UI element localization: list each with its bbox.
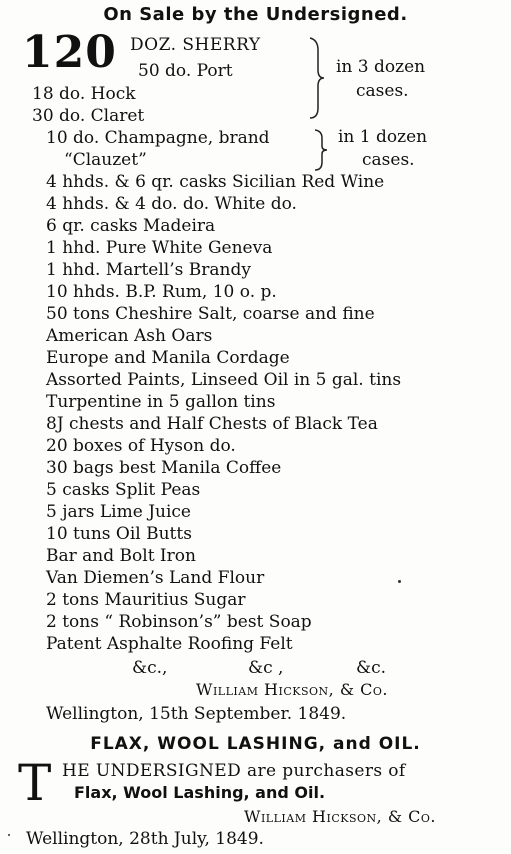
ad1-item: American Ash Oars bbox=[46, 326, 213, 346]
ad1-item: 8J chests and Half Chests of Black Tea bbox=[46, 414, 378, 434]
ad1-item: Assorted Paints, Linseed Oil in 5 gal. tins bbox=[46, 370, 402, 390]
ad1-item: Europe and Manila Cordage bbox=[46, 348, 290, 368]
ad1-item: 50 tons Cheshire Salt, coarse and fine bbox=[46, 304, 375, 324]
ad1-etc-2: &c , bbox=[248, 658, 284, 678]
ad1-in-3-dozen: in 3 dozen bbox=[336, 57, 426, 77]
ad1-line-sherry: DOZ. SHERRY bbox=[130, 35, 261, 55]
ad1-line-hock: 18 do. Hock bbox=[32, 84, 136, 104]
ad1-signature: William Hickson, & Co. bbox=[196, 680, 388, 699]
ad1-item: 4 hhds. & 6 qr. casks Sicilian Red Wine bbox=[46, 172, 385, 192]
ad2-signature: William Hickson, & Co. bbox=[244, 807, 436, 826]
print-speck bbox=[398, 580, 401, 583]
ad1-item: 6 qr. casks Madeira bbox=[46, 216, 216, 236]
ad1-in-1-dozen: in 1 dozen bbox=[338, 127, 428, 147]
print-speck bbox=[8, 834, 10, 836]
ad1-item: 10 tuns Oil Butts bbox=[46, 524, 192, 544]
ad1-item: 20 boxes of Hyson do. bbox=[46, 436, 236, 456]
ad2-line-1: HE UNDERSIGNED are purchasers of bbox=[62, 761, 406, 781]
ad2-dropcap: T bbox=[18, 754, 52, 812]
ad1-item: 30 bags best Manila Coffee bbox=[46, 458, 282, 478]
ad1-dateline: Wellington, 15th September. 1849. bbox=[46, 704, 347, 724]
ad1-item: 4 hhds. & 4 do. do. White do. bbox=[46, 194, 297, 214]
ad1-item: 1 hhd. Pure White Geneva bbox=[46, 238, 273, 258]
ad2-dateline: Wellington, 28th July, 1849. bbox=[26, 829, 264, 849]
ad1-item: 5 jars Lime Juice bbox=[46, 502, 191, 522]
ad1-line-champagne: 10 do. Champagne, brand bbox=[46, 128, 270, 148]
ad1-etc-1: &c., bbox=[132, 658, 168, 678]
ad2-heading: FLAX, WOOL LASHING, and OIL. bbox=[90, 734, 421, 754]
ad2-line-2: Flax, Wool Lashing, and Oil. bbox=[74, 783, 326, 802]
ad1-item: 5 casks Split Peas bbox=[46, 480, 201, 500]
ad1-big-number: 120 bbox=[22, 27, 117, 78]
brace-3-dozen bbox=[306, 36, 326, 120]
ad1-line-claret: 30 do. Claret bbox=[32, 106, 145, 126]
ad1-item: Bar and Bolt Iron bbox=[46, 546, 196, 566]
ad1-item: 2 tons “ Robinson’s” best Soap bbox=[46, 612, 312, 632]
ad1-item: Turpentine in 5 gallon tins bbox=[46, 392, 276, 412]
ad1-line-clauzet: “Clauzet” bbox=[64, 150, 147, 170]
ad1-item: 10 hhds. B.P. Rum, 10 o. p. bbox=[46, 282, 277, 302]
ad1-item: Patent Asphalte Roofing Felt bbox=[46, 634, 293, 654]
brace-1-dozen bbox=[312, 128, 330, 172]
ad1-cases-3: cases. bbox=[356, 81, 409, 101]
ad1-item: 1 hhd. Martell’s Brandy bbox=[46, 260, 251, 280]
ad1-item: Van Diemen’s Land Flour bbox=[46, 568, 265, 588]
ad1-line-port: 50 do. Port bbox=[138, 61, 233, 81]
ad1-cases-1: cases. bbox=[362, 150, 415, 170]
ad1-etc-3: &c. bbox=[356, 658, 387, 678]
ad1-heading: On Sale by the Undersigned. bbox=[103, 4, 408, 25]
ad1-item: 2 tons Mauritius Sugar bbox=[46, 590, 246, 610]
